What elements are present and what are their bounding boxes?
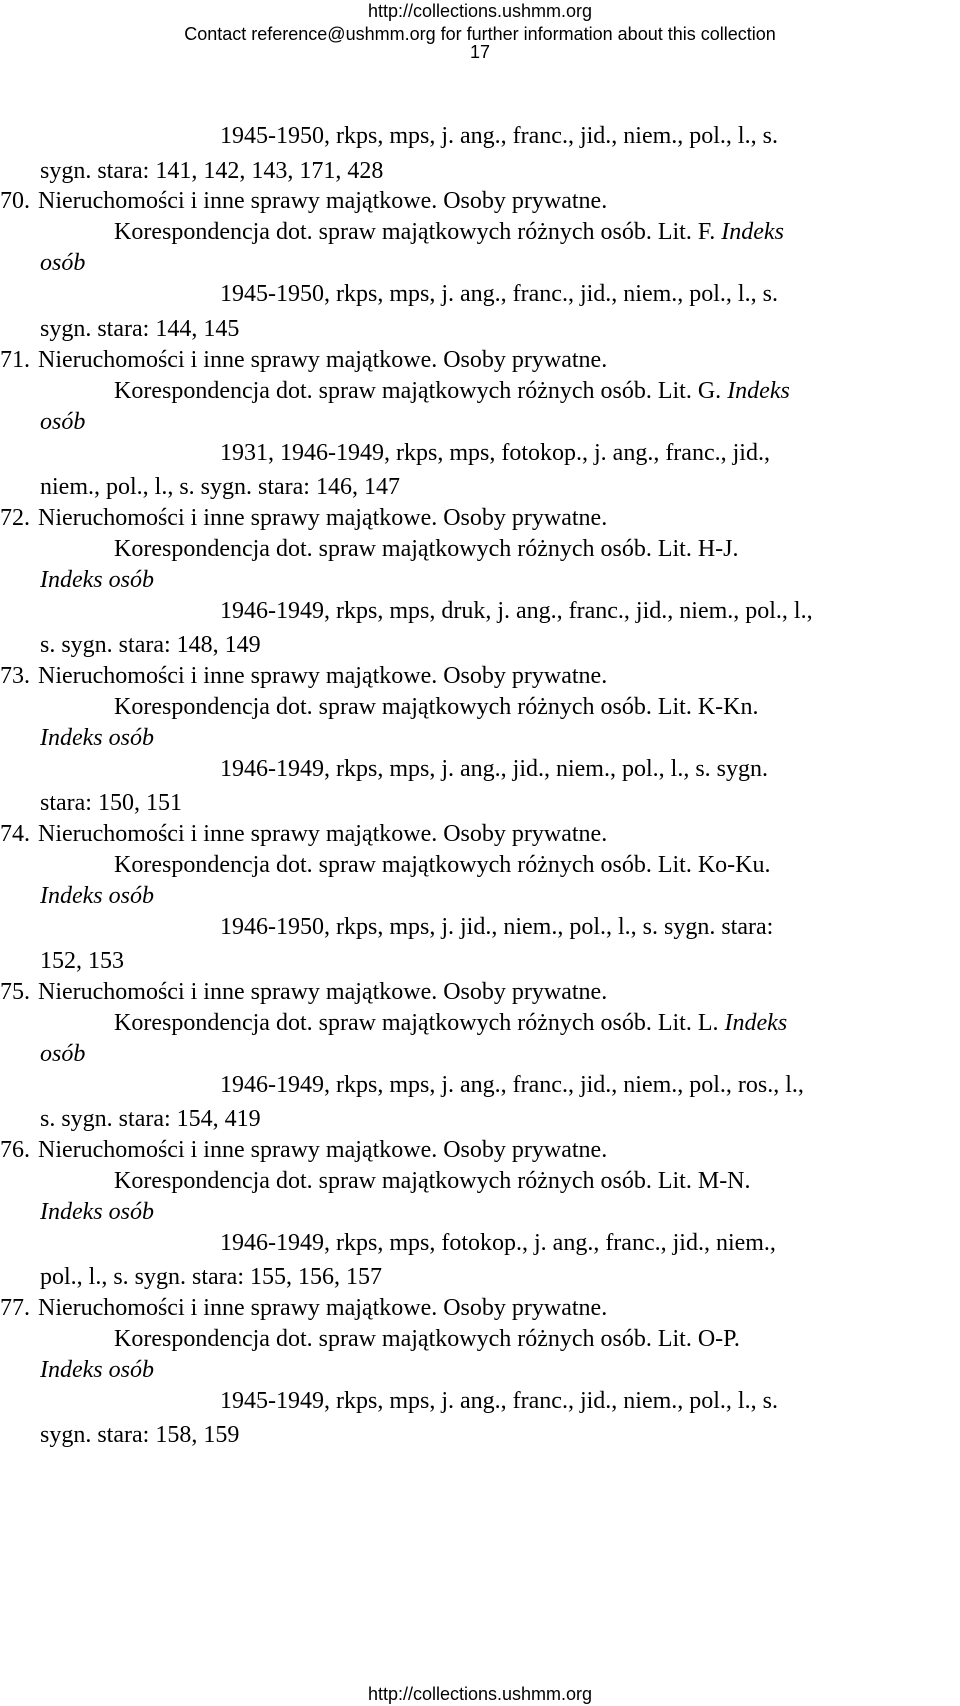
entry-75-details: 1946-1949, rkps, mps, j. ang., franc., jid., niem., pol., ros., l., [220,1072,804,1098]
entry-74-index-label: Indeks osób [40,883,154,909]
entry-73-title-line [0,661,607,691]
entry-73-title: Nieruchomości i inne sprawy majątkowe. Osoby prywatne. [38,663,608,689]
entry-70-sygn: sygn. stara: 144, 145 [40,316,240,342]
entry-74-number: 74. [0,821,30,847]
entry-72-details-cont: s. sygn. stara: 148, 149 [40,632,261,658]
entry-75-title: Nieruchomości i inne sprawy majątkowe. Osoby prywatne. [38,979,608,1005]
entry-72-number: 72. [0,505,30,531]
entry-69-details: 1945-1950, rkps, mps, j. ang., franc., jid., niem., pol., l., s. [220,123,778,149]
entry-69-sygn: sygn. stara: 141, 142, 143, 171, 428 [40,158,384,184]
entry-75-index-label: Indeks [724,1010,788,1036]
header-url[interactable]: http://collections.ushmm.org [367,1,593,21]
entry-74-desc: Korespondencja dot. spraw majątkowych różnych osób. Lit. Ko-Ku. [114,852,771,878]
entry-77-title-line [0,1293,607,1323]
entry-72-desc: Korespondencja dot. spraw majątkowych różnych osób. Lit. H-J. [114,536,739,562]
entry-73-index-label: Indeks osób [40,725,154,751]
entry-77-index-label: Indeks osób [40,1357,154,1383]
entry-76-title: Nieruchomości i inne sprawy majątkowe. Osoby prywatne. [38,1137,608,1163]
footer-url[interactable]: http://collections.ushmm.org [367,1684,593,1704]
entry-76-index-label: Indeks osób [40,1199,154,1225]
entry-70-index-label: Indeks [721,219,784,245]
entry-72-details: 1946-1949, rkps, mps, druk, j. ang., franc., jid., niem., pol., l., [220,598,813,624]
entry-71-title: Nieruchomości i inne sprawy majątkowe. Osoby prywatne. [38,347,608,373]
page-number: 17 [469,42,491,62]
entry-70-title-line [0,186,607,216]
entry-77-title: Nieruchomości i inne sprawy majątkowe. Osoby prywatne. [38,1295,608,1321]
entry-77-number: 77. [0,1295,30,1321]
entry-77-desc: Korespondencja dot. spraw majątkowych różnych osób. Lit. O-P. [114,1326,740,1352]
header-contact[interactable]: Contact reference@ushmm.org for further information about this collection [184,24,776,44]
entry-70-index-osob: osób [40,250,86,276]
entry-71-title-line [0,345,607,375]
entry-72-title: Nieruchomości i inne sprawy majątkowe. Osoby prywatne. [38,505,608,531]
entry-73-details: 1946-1949, rkps, mps, j. ang., jid., niem., pol., l., s. sygn. [220,756,768,782]
entry-77-details: 1945-1949, rkps, mps, j. ang., franc., jid., niem., pol., l., s. [220,1388,778,1414]
entry-75-desc: Korespondencja dot. spraw majątkowych różnych osób. Lit. L. [114,1010,719,1036]
entry-77-sygn: sygn. stara: 158, 159 [40,1422,240,1448]
entry-75-index-osob: osób [40,1041,86,1067]
entry-70-title: Nieruchomości i inne sprawy majątkowe. Osoby prywatne. [38,188,608,214]
entry-71-index-osob: osób [40,409,86,435]
entry-76-number: 76. [0,1137,30,1163]
entry-76-title-line [0,1135,607,1165]
entry-74-title: Nieruchomości i inne sprawy majątkowe. Osoby prywatne. [38,821,608,847]
entry-71-desc: Korespondencja dot. spraw majątkowych różnych osób. Lit. G. [114,378,722,404]
entry-74-title-line [0,819,607,849]
entry-71-number: 71. [0,347,30,373]
entry-76-desc: Korespondencja dot. spraw majątkowych różnych osób. Lit. M-N. [114,1168,751,1194]
entry-75-title-line [0,977,607,1007]
entry-73-details-cont: stara: 150, 151 [40,790,182,816]
entry-71-details-cont: niem., pol., l., s. sygn. stara: 146, 147 [40,474,400,500]
entry-72-title-line [0,503,607,533]
entry-75-number: 75. [0,979,30,1005]
entry-74-details-cont: 152, 153 [40,948,124,974]
entry-72-index-label: Indeks osób [40,567,154,593]
entry-74-details: 1946-1950, rkps, mps, j. jid., niem., pol., l., s. sygn. stara: [220,914,774,940]
entry-73-number: 73. [0,663,30,689]
entry-71-details: 1931, 1946-1949, rkps, mps, fotokop., j. ang., franc., jid., [220,440,770,466]
entry-76-details-cont: pol., l., s. sygn. stara: 155, 156, 157 [40,1264,382,1290]
entry-70-number: 70. [0,188,30,214]
entry-75-details-cont: s. sygn. stara: 154, 419 [40,1106,261,1132]
entry-73-desc: Korespondencja dot. spraw majątkowych różnych osób. Lit. K-Kn. [114,694,759,720]
entry-70-details: 1945-1950, rkps, mps, j. ang., franc., jid., niem., pol., l., s. [220,281,778,307]
entry-71-index-label: Indeks [727,378,790,404]
entry-76-details: 1946-1949, rkps, mps, fotokop., j. ang., franc., jid., niem., [220,1230,776,1256]
entry-71-desc-line [114,376,790,406]
entry-70-desc-line [114,217,784,247]
entry-75-desc-line [114,1008,787,1038]
entry-70-desc: Korespondencja dot. spraw majątkowych różnych osób. Lit. F. [114,219,716,245]
